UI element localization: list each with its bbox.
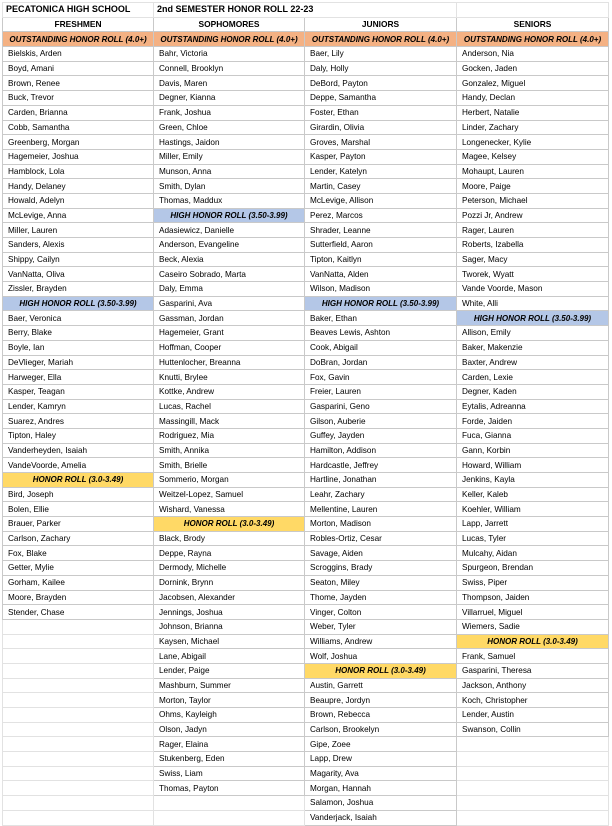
empty-cell [154, 810, 305, 825]
student-name: Spurgeon, Brendan [457, 561, 609, 576]
student-name: Magarity, Ava [305, 766, 457, 781]
student-name: Keller, Kaleb [457, 487, 609, 502]
student-name: Leahr, Zachary [305, 487, 457, 502]
table-row [3, 737, 609, 752]
student-name: Thome, Jayden [305, 590, 457, 605]
student-name: Hamblock, Lola [3, 164, 154, 179]
table-row [3, 355, 609, 370]
student-name: Dermody, Michelle [154, 561, 305, 576]
student-name: DeBord, Payton [305, 76, 457, 91]
student-name: Thomas, Payton [154, 781, 305, 796]
student-name: Black, Brody [154, 531, 305, 546]
student-name: Gipe, Zoee [305, 737, 457, 752]
student-name: Brown, Renee [3, 76, 154, 91]
table-row [3, 370, 609, 385]
student-name: Baker, Makenzie [457, 340, 609, 355]
column-header-juniors: JUNIORS [305, 17, 457, 32]
school-name: PECATONICA HIGH SCHOOL [3, 3, 154, 18]
student-name: Lender, Kamryn [3, 399, 154, 414]
outstanding-section-header: OUTSTANDING HONOR ROLL (4.0+) [305, 32, 457, 47]
student-name: Handy, Declan [457, 91, 609, 106]
student-name: Frank, Samuel [457, 649, 609, 664]
student-name: Carden, Brianna [3, 105, 154, 120]
student-name: Jacobsen, Alexander [154, 590, 305, 605]
honor-roll-table [2, 2, 609, 826]
student-name: Degner, Kaden [457, 384, 609, 399]
table-row [3, 443, 609, 458]
student-name: Olson, Jadyn [154, 722, 305, 737]
student-name: Vande Voorde, Mason [457, 282, 609, 297]
student-name: Stukenberg, Eden [154, 752, 305, 767]
student-name: Bolen, Ellie [3, 502, 154, 517]
student-name: Lane, Abigail [154, 649, 305, 664]
empty-cell [3, 634, 154, 649]
honor-section-header: HONOR ROLL (3.0-3.49) [457, 634, 609, 649]
table-row [3, 267, 609, 282]
empty-cell [3, 663, 154, 678]
high-section-header: HIGH HONOR ROLL (3.50-3.99) [305, 296, 457, 311]
student-name: Thompson, Jaiden [457, 590, 609, 605]
student-name: Gasparini, Ava [154, 296, 305, 311]
student-name: Miller, Emily [154, 149, 305, 164]
student-name: Hamilton, Addison [305, 443, 457, 458]
table-row [3, 693, 609, 708]
student-name: Foster, Ethan [305, 105, 457, 120]
student-name: Hagemeier, Joshua [3, 149, 154, 164]
empty-cell [154, 796, 305, 811]
student-name: Jennings, Joshua [154, 605, 305, 620]
table-row [3, 531, 609, 546]
student-name: Wilson, Madison [305, 282, 457, 297]
empty-cell [3, 810, 154, 825]
empty-cell [3, 693, 154, 708]
student-name: Lender, Austin [457, 708, 609, 723]
student-name: Shrader, Leanne [305, 223, 457, 238]
column-header-sophomores: SOPHOMORES [154, 17, 305, 32]
table-row [3, 561, 609, 576]
table-row [3, 135, 609, 150]
student-name: Munson, Anna [154, 164, 305, 179]
table-row [3, 252, 609, 267]
student-name: Perez, Marcos [305, 208, 457, 223]
table-row [3, 91, 609, 106]
student-name: Robles-Ortiz, Cesar [305, 531, 457, 546]
student-name: Huttenlocher, Breanna [154, 355, 305, 370]
table-row [3, 766, 609, 781]
student-name: White, Alli [457, 296, 609, 311]
student-name: Kasper, Teagan [3, 384, 154, 399]
table-row [3, 752, 609, 767]
student-name: Vanderjack, Isaiah [305, 810, 457, 825]
title-row [3, 3, 609, 18]
column-header-row [3, 17, 609, 32]
table-row [3, 517, 609, 532]
student-name: Mohaupt, Lauren [457, 164, 609, 179]
student-name: Eytalis, Adreanna [457, 399, 609, 414]
empty-cell [457, 781, 609, 796]
student-name: Mashburn, Summer [154, 678, 305, 693]
student-name: Johnson, Brianna [154, 619, 305, 634]
student-name: Lender, Katelyn [305, 164, 457, 179]
student-name: Beaves Lewis, Ashton [305, 326, 457, 341]
empty-cell [3, 766, 154, 781]
student-name: Stender, Chase [3, 605, 154, 620]
high-section-header: HIGH HONOR ROLL (3.50-3.99) [457, 311, 609, 326]
student-name: Lucas, Rachel [154, 399, 305, 414]
student-name: Bahr, Victoria [154, 47, 305, 62]
student-name: Fuca, Gianna [457, 428, 609, 443]
table-row [3, 223, 609, 238]
student-name: Baer, Veronica [3, 311, 154, 326]
empty-cell [3, 781, 154, 796]
student-name: Tworek, Wyatt [457, 267, 609, 282]
student-name: McLevige, Allison [305, 193, 457, 208]
student-name: Anderson, Nia [457, 47, 609, 62]
student-name: Weber, Tyler [305, 619, 457, 634]
student-name: Hoffman, Cooper [154, 340, 305, 355]
table-row [3, 810, 609, 825]
student-name: Moore, Brayden [3, 590, 154, 605]
student-name: Austin, Garrett [305, 678, 457, 693]
table-row [3, 605, 609, 620]
empty-cell [3, 619, 154, 634]
student-name: Berry, Blake [3, 326, 154, 341]
student-name: Vanderheyden, Isaiah [3, 443, 154, 458]
student-name: Groves, Marshal [305, 135, 457, 150]
student-name: Brauer, Parker [3, 517, 154, 532]
student-name: Degner, Kianna [154, 91, 305, 106]
student-name: Handy, Delaney [3, 179, 154, 194]
student-name: Knutti, Brylee [154, 370, 305, 385]
empty-cell [457, 766, 609, 781]
empty-cell [3, 752, 154, 767]
student-name: VandeVoorde, Amelia [3, 458, 154, 473]
student-name: Smith, Dylan [154, 179, 305, 194]
student-name: Seaton, Miley [305, 575, 457, 590]
student-name: Howard, William [457, 458, 609, 473]
student-name: Bird, Joseph [3, 487, 154, 502]
student-name: Deppe, Rayna [154, 546, 305, 561]
student-name: Rodriguez, Mia [154, 428, 305, 443]
student-name: Morton, Madison [305, 517, 457, 532]
student-name: Magee, Kelsey [457, 149, 609, 164]
table-row [3, 649, 609, 664]
student-name: Boyd, Amani [3, 61, 154, 76]
empty-cell [3, 796, 154, 811]
student-name: Anderson, Evangeline [154, 238, 305, 253]
student-name: Freier, Lauren [305, 384, 457, 399]
student-name: Gasparini, Theresa [457, 663, 609, 678]
column-header-seniors: SENIORS [457, 17, 609, 32]
student-name: Hagemeier, Grant [154, 326, 305, 341]
student-name: Getter, Mylie [3, 561, 154, 576]
table-row [3, 32, 609, 47]
student-name: Hastings, Jaidon [154, 135, 305, 150]
blank-cell [457, 3, 609, 18]
student-name: Dornink, Brynn [154, 575, 305, 590]
student-name: Gilson, Auberie [305, 414, 457, 429]
student-name: McLevige, Anna [3, 208, 154, 223]
student-name: Jenkins, Kayla [457, 473, 609, 488]
student-name: Allison, Emily [457, 326, 609, 341]
table-row [3, 76, 609, 91]
table-row [3, 296, 609, 311]
student-name: Vinger, Colton [305, 605, 457, 620]
student-name: Sanders, Alexis [3, 238, 154, 253]
student-name: Smith, Brielle [154, 458, 305, 473]
student-name: Herbert, Natalie [457, 105, 609, 120]
student-name: Girardin, Olivia [305, 120, 457, 135]
student-name: Buck, Trevor [3, 91, 154, 106]
student-name: Suarez, Andres [3, 414, 154, 429]
student-name: Bielskis, Arden [3, 47, 154, 62]
empty-cell [3, 649, 154, 664]
student-name: Miller, Lauren [3, 223, 154, 238]
high-section-header: HIGH HONOR ROLL (3.50-3.99) [154, 208, 305, 223]
student-name: Baxter, Andrew [457, 355, 609, 370]
student-name: Caseiro Sobrado, Marta [154, 267, 305, 282]
student-name: Beaupre, Jordyn [305, 693, 457, 708]
student-name: Villarruel, Miguel [457, 605, 609, 620]
student-name: Wishard, Vanessa [154, 502, 305, 517]
student-name: Rager, Lauren [457, 223, 609, 238]
student-name: Guffey, Jayden [305, 428, 457, 443]
student-name: Carden, Lexie [457, 370, 609, 385]
student-name: Carlson, Zachary [3, 531, 154, 546]
student-name: Koch, Christopher [457, 693, 609, 708]
student-name: Kasper, Payton [305, 149, 457, 164]
student-name: Williams, Andrew [305, 634, 457, 649]
student-name: Weitzel-Lopez, Samuel [154, 487, 305, 502]
student-name: Ohms, Kayleigh [154, 708, 305, 723]
table-row [3, 282, 609, 297]
empty-cell [457, 810, 609, 825]
table-row [3, 120, 609, 135]
student-name: Koehler, William [457, 502, 609, 517]
high-section-header: HIGH HONOR ROLL (3.50-3.99) [3, 296, 154, 311]
student-name: Peterson, Michael [457, 193, 609, 208]
table-row [3, 47, 609, 62]
table-row [3, 619, 609, 634]
honor-section-header: HONOR ROLL (3.0-3.49) [305, 663, 457, 678]
student-name: Connell, Brooklyn [154, 61, 305, 76]
student-name: Davis, Maren [154, 76, 305, 91]
outstanding-section-header: OUTSTANDING HONOR ROLL (4.0+) [3, 32, 154, 47]
student-name: Gorham, Kailee [3, 575, 154, 590]
student-name: DoBran, Jordan [305, 355, 457, 370]
table-row [3, 663, 609, 678]
honor-section-header: HONOR ROLL (3.0-3.49) [3, 473, 154, 488]
table-row [3, 781, 609, 796]
student-name: Fox, Blake [3, 546, 154, 561]
table-row [3, 487, 609, 502]
student-name: Brown, Rebecca [305, 708, 457, 723]
student-name: Howald, Adelyn [3, 193, 154, 208]
student-name: Morton, Taylor [154, 693, 305, 708]
student-name: Daly, Holly [305, 61, 457, 76]
table-row [3, 193, 609, 208]
student-name: Linder, Zachary [457, 120, 609, 135]
table-row [3, 590, 609, 605]
empty-cell [457, 737, 609, 752]
table-row [3, 708, 609, 723]
outstanding-section-header: OUTSTANDING HONOR ROLL (4.0+) [154, 32, 305, 47]
table-row [3, 399, 609, 414]
student-name: Greenberg, Morgan [3, 135, 154, 150]
student-name: Gann, Korbin [457, 443, 609, 458]
table-row [3, 238, 609, 253]
student-name: Boyle, Ian [3, 340, 154, 355]
student-name: Tipton, Haley [3, 428, 154, 443]
student-name: VanNatta, Alden [305, 267, 457, 282]
empty-cell [3, 678, 154, 693]
table-row [3, 164, 609, 179]
student-name: Jackson, Anthony [457, 678, 609, 693]
student-name: Swanson, Collin [457, 722, 609, 737]
student-name: Swiss, Piper [457, 575, 609, 590]
student-name: Mellentine, Lauren [305, 502, 457, 517]
student-name: Sutterfield, Aaron [305, 238, 457, 253]
table-row [3, 458, 609, 473]
student-name: Zissler, Brayden [3, 282, 154, 297]
student-name: Harweger, Ella [3, 370, 154, 385]
student-name: Salamon, Joshua [305, 796, 457, 811]
student-name: Roberts, Izabella [457, 238, 609, 253]
empty-cell [457, 752, 609, 767]
student-name: Lucas, Tyler [457, 531, 609, 546]
outstanding-section-header: OUTSTANDING HONOR ROLL (4.0+) [457, 32, 609, 47]
student-name: Hardcastle, Jeffrey [305, 458, 457, 473]
empty-cell [3, 722, 154, 737]
student-name: Scroggins, Brady [305, 561, 457, 576]
table-row [3, 208, 609, 223]
table-row [3, 340, 609, 355]
student-name: Gocken, Jaden [457, 61, 609, 76]
student-name: Wolf, Joshua [305, 649, 457, 664]
table-row [3, 473, 609, 488]
table-row [3, 722, 609, 737]
empty-cell [3, 737, 154, 752]
student-name: VanNatta, Oliva [3, 267, 154, 282]
student-name: Cobb, Samantha [3, 120, 154, 135]
student-name: Kaysen, Michael [154, 634, 305, 649]
empty-cell [457, 796, 609, 811]
table-row [3, 678, 609, 693]
table-row [3, 311, 609, 326]
table-row [3, 575, 609, 590]
report-title: 2nd SEMESTER HONOR ROLL 22-23 [154, 3, 457, 18]
student-name: Lapp, Drew [305, 752, 457, 767]
table-row [3, 105, 609, 120]
table-row [3, 384, 609, 399]
student-name: Savage, Aiden [305, 546, 457, 561]
student-name: Tipton, Kaitlyn [305, 252, 457, 267]
student-name: Martin, Casey [305, 179, 457, 194]
student-name: Beck, Alexia [154, 252, 305, 267]
student-name: Forde, Jaiden [457, 414, 609, 429]
student-name: DeVlieger, Mariah [3, 355, 154, 370]
student-name: Baker, Ethan [305, 311, 457, 326]
student-name: Swiss, Liam [154, 766, 305, 781]
student-name: Lapp, Jarrett [457, 517, 609, 532]
table-row [3, 414, 609, 429]
student-name: Massingill, Mack [154, 414, 305, 429]
table-row [3, 634, 609, 649]
table-row [3, 326, 609, 341]
student-name: Pozzi Jr, Andrew [457, 208, 609, 223]
student-name: Carlson, Brookelyn [305, 722, 457, 737]
honor-roll-body [3, 3, 609, 826]
student-name: Daly, Emma [154, 282, 305, 297]
student-name: Rager, Elaina [154, 737, 305, 752]
empty-cell [3, 708, 154, 723]
student-name: Baer, Lily [305, 47, 457, 62]
student-name: Longenecker, Kylie [457, 135, 609, 150]
table-row [3, 502, 609, 517]
student-name: Green, Chloe [154, 120, 305, 135]
student-name: Sager, Macy [457, 252, 609, 267]
student-name: Hartline, Jonathan [305, 473, 457, 488]
table-row [3, 61, 609, 76]
student-name: Fox, Gavin [305, 370, 457, 385]
honor-section-header: HONOR ROLL (3.0-3.49) [154, 517, 305, 532]
student-name: Mulcahy, Aidan [457, 546, 609, 561]
student-name: Morgan, Hannah [305, 781, 457, 796]
student-name: Lender, Paige [154, 663, 305, 678]
table-row [3, 796, 609, 811]
student-name: Moore, Paige [457, 179, 609, 194]
student-name: Gassman, Jordan [154, 311, 305, 326]
table-row [3, 179, 609, 194]
student-name: Deppe, Samantha [305, 91, 457, 106]
table-row [3, 428, 609, 443]
student-name: Frank, Joshua [154, 105, 305, 120]
student-name: Shippy, Cailyn [3, 252, 154, 267]
student-name: Sommerio, Morgan [154, 473, 305, 488]
student-name: Kottke, Andrew [154, 384, 305, 399]
student-name: Smith, Annika [154, 443, 305, 458]
student-name: Cook, Abigail [305, 340, 457, 355]
student-name: Gasparini, Geno [305, 399, 457, 414]
column-header-freshmen: FRESHMEN [3, 17, 154, 32]
student-name: Wiemers, Sadie [457, 619, 609, 634]
table-row [3, 546, 609, 561]
table-row [3, 149, 609, 164]
student-name: Thomas, Maddux [154, 193, 305, 208]
student-name: Gonzalez, Miguel [457, 76, 609, 91]
student-name: Adasiewicz, Danielle [154, 223, 305, 238]
